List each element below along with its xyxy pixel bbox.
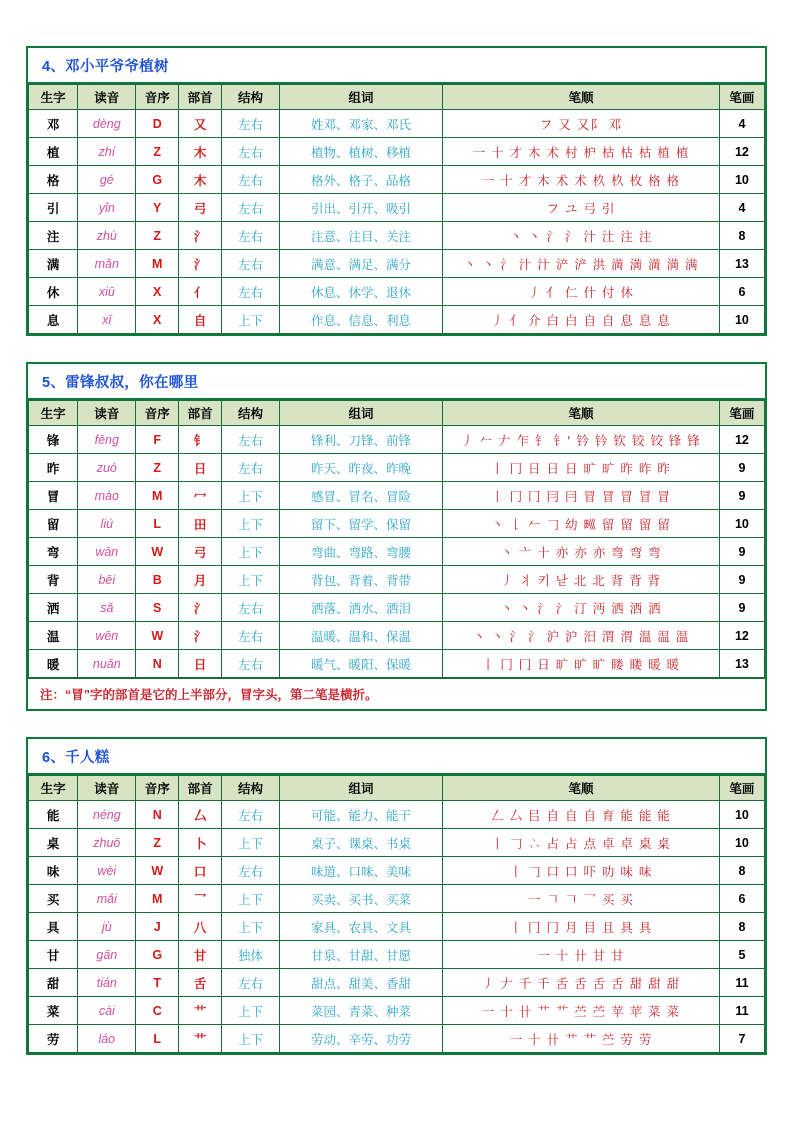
cell-bihua: 9 bbox=[719, 538, 764, 566]
cell-jiegou: 左右 bbox=[222, 622, 280, 650]
cell-zuci: 昨天、昨夜、昨晚 bbox=[280, 454, 443, 482]
col-header-jiegou: 结构 bbox=[222, 85, 280, 110]
cell-zuci: 背包、背着、背带 bbox=[280, 566, 443, 594]
cell-jiegou: 左右 bbox=[222, 969, 280, 997]
cell-yinxu: Z bbox=[136, 454, 179, 482]
cell-bushou: 弓 bbox=[179, 194, 222, 222]
cell-bushou: 八 bbox=[179, 913, 222, 941]
col-header-zi: 生字 bbox=[29, 85, 78, 110]
cell-pinyin: sǎ bbox=[78, 594, 136, 622]
col-header-jiegou: 结构 bbox=[222, 401, 280, 426]
table-row bbox=[29, 194, 765, 222]
cell-bishun: 丶 𠄌 𠂉 𠃌 幼 𤰝 留 留 留 留 bbox=[443, 510, 720, 538]
table-row bbox=[29, 969, 765, 997]
cell-bushou: 氵 bbox=[179, 250, 222, 278]
cell-pinyin: jù bbox=[78, 913, 136, 941]
cell-bishun: 丨 𠃌 口 口 吓 叻 味 味 bbox=[443, 857, 720, 885]
cell-bushou: 月 bbox=[179, 566, 222, 594]
cell-character: 背 bbox=[29, 566, 78, 594]
table-row bbox=[29, 566, 765, 594]
cell-bushou: 日 bbox=[179, 650, 222, 678]
col-header-bishun: 笔顺 bbox=[443, 776, 720, 801]
cell-yinxu: M bbox=[136, 250, 179, 278]
cell-bihua: 8 bbox=[719, 913, 764, 941]
cell-bihua: 9 bbox=[719, 454, 764, 482]
cell-zuci: 洒落、洒水、洒泪 bbox=[280, 594, 443, 622]
cell-jiegou: 上下 bbox=[222, 997, 280, 1025]
col-header-bihua: 笔画 bbox=[719, 776, 764, 801]
cell-zuci: 菜园、青菜、种菜 bbox=[280, 997, 443, 1025]
cell-jiegou: 上下 bbox=[222, 482, 280, 510]
cell-pinyin: zhí bbox=[78, 138, 136, 166]
cell-bushou: 日 bbox=[179, 454, 222, 482]
cell-character: 弯 bbox=[29, 538, 78, 566]
col-header-bushou: 部首 bbox=[179, 401, 222, 426]
table-row bbox=[29, 829, 765, 857]
cell-bishun: 丨 𠃌 𠁼 占 占 点 卓 卓 桌 桌 bbox=[443, 829, 720, 857]
col-header-zuci: 组词 bbox=[280, 401, 443, 426]
cell-pinyin: yǐn bbox=[78, 194, 136, 222]
cell-bihua: 8 bbox=[719, 222, 764, 250]
section-note: 注：“冒”字的部首是它的上半部分，冒字头，第二笔是横折。 bbox=[28, 678, 765, 709]
cell-bihua: 9 bbox=[719, 482, 764, 510]
cell-bihua: 10 bbox=[719, 829, 764, 857]
cell-bishun: 一 𠃍 𠃍 乛 买 买 bbox=[443, 885, 720, 913]
col-header-zuci: 组词 bbox=[280, 85, 443, 110]
cell-jiegou: 左右 bbox=[222, 454, 280, 482]
cell-jiegou: 左右 bbox=[222, 110, 280, 138]
cell-character: 劳 bbox=[29, 1025, 78, 1053]
cell-yinxu: N bbox=[136, 801, 179, 829]
table-row bbox=[29, 166, 765, 194]
cell-bushou: 自 bbox=[179, 306, 222, 334]
col-header-zuci: 组词 bbox=[280, 776, 443, 801]
cell-zuci: 桌子、课桌、书桌 bbox=[280, 829, 443, 857]
cell-bishun: 丨 冂 日 日 日 旷 旷 昨 昨 昨 bbox=[443, 454, 720, 482]
cell-character: 味 bbox=[29, 857, 78, 885]
col-header-bushou: 部首 bbox=[179, 776, 222, 801]
cell-character: 买 bbox=[29, 885, 78, 913]
cell-bihua: 10 bbox=[719, 306, 764, 334]
cell-pinyin: mǎi bbox=[78, 885, 136, 913]
cell-character: 菜 bbox=[29, 997, 78, 1025]
cell-jiegou: 左右 bbox=[222, 650, 280, 678]
col-header-bushou: 部首 bbox=[179, 85, 222, 110]
cell-zuci: 引出、引开、吸引 bbox=[280, 194, 443, 222]
cell-bihua: 10 bbox=[719, 801, 764, 829]
cell-pinyin: zhuō bbox=[78, 829, 136, 857]
cell-bishun: 丶 丶 氵 氵 汀 沔 洒 洒 洒 bbox=[443, 594, 720, 622]
cell-character: 留 bbox=[29, 510, 78, 538]
cell-zuci: 买卖、买书、买菜 bbox=[280, 885, 443, 913]
col-header-zi: 生字 bbox=[29, 776, 78, 801]
cell-yinxu: Z bbox=[136, 138, 179, 166]
cell-zuci: 作息、信息、利息 bbox=[280, 306, 443, 334]
cell-bihua: 13 bbox=[719, 650, 764, 678]
col-header-jiegou: 结构 bbox=[222, 776, 280, 801]
cell-bihua: 4 bbox=[719, 110, 764, 138]
table-row bbox=[29, 1025, 765, 1053]
cell-character: 温 bbox=[29, 622, 78, 650]
table-row bbox=[29, 650, 765, 678]
cell-bishun: フ 又 又阝 邓 bbox=[443, 110, 720, 138]
table-row bbox=[29, 885, 765, 913]
cell-bihua: 12 bbox=[719, 426, 764, 454]
cell-zuci: 家具、农具、文具 bbox=[280, 913, 443, 941]
cell-pinyin: zhù bbox=[78, 222, 136, 250]
cell-zuci: 锋利、刀锋、前锋 bbox=[280, 426, 443, 454]
cell-character: 邓 bbox=[29, 110, 78, 138]
cell-character: 具 bbox=[29, 913, 78, 941]
cell-yinxu: J bbox=[136, 913, 179, 941]
cell-yinxu: Y bbox=[136, 194, 179, 222]
cell-bishun: 丿 亻 仁 什 付 休 bbox=[443, 278, 720, 306]
cell-bihua: 11 bbox=[719, 969, 764, 997]
table-row bbox=[29, 454, 765, 482]
cell-bishun: 丶 丶 氵 氵 汁 汢 注 注 bbox=[443, 222, 720, 250]
cell-character: 能 bbox=[29, 801, 78, 829]
cell-pinyin: bēi bbox=[78, 566, 136, 594]
col-header-yinxu: 音序 bbox=[136, 776, 179, 801]
cell-bushou: 氵 bbox=[179, 594, 222, 622]
cell-jiegou: 上下 bbox=[222, 829, 280, 857]
col-header-pinyin: 读音 bbox=[78, 85, 136, 110]
cell-bushou: 木 bbox=[179, 138, 222, 166]
cell-jiegou: 左右 bbox=[222, 250, 280, 278]
cell-zuci: 留下、留学、保留 bbox=[280, 510, 443, 538]
cell-bishun: 丨 冂 冂 日 旷 旷 旷 䁖 䁖 暖 暖 bbox=[443, 650, 720, 678]
cell-zuci: 暖气、暖阳、保暖 bbox=[280, 650, 443, 678]
table-row bbox=[29, 222, 765, 250]
col-header-pinyin: 读音 bbox=[78, 401, 136, 426]
cell-pinyin: dèng bbox=[78, 110, 136, 138]
cell-bihua: 13 bbox=[719, 250, 764, 278]
cell-pinyin: wēn bbox=[78, 622, 136, 650]
cell-jiegou: 上下 bbox=[222, 885, 280, 913]
cell-pinyin: mǎn bbox=[78, 250, 136, 278]
cell-character: 冒 bbox=[29, 482, 78, 510]
col-header-yinxu: 音序 bbox=[136, 85, 179, 110]
cell-character: 甜 bbox=[29, 969, 78, 997]
cell-bishun: 一 十 卄 艹 艹 苎 苎 苹 苹 菜 菜 bbox=[443, 997, 720, 1025]
cell-zuci: 弯曲、弯路、弯腰 bbox=[280, 538, 443, 566]
table-row bbox=[29, 426, 765, 454]
cell-yinxu: M bbox=[136, 885, 179, 913]
col-header-pinyin: 读音 bbox=[78, 776, 136, 801]
section-lesson-6 bbox=[26, 737, 767, 1055]
cell-bishun: 丶 亠 十 亦 亦 亦 弯 弯 弯 bbox=[443, 538, 720, 566]
cell-pinyin: tián bbox=[78, 969, 136, 997]
cell-yinxu: C bbox=[136, 997, 179, 1025]
cell-yinxu: W bbox=[136, 538, 179, 566]
character-table bbox=[28, 84, 765, 334]
table-row bbox=[29, 510, 765, 538]
cell-bushou: 木 bbox=[179, 166, 222, 194]
cell-pinyin: zuó bbox=[78, 454, 136, 482]
cell-bushou: 氵 bbox=[179, 622, 222, 650]
cell-zuci: 温暖、温和、保温 bbox=[280, 622, 443, 650]
cell-bishun: 丶 丶 氵 汁 汁 浐 浐 洪 満 満 満 満 满 bbox=[443, 250, 720, 278]
cell-zuci: 可能、能力、能干 bbox=[280, 801, 443, 829]
cell-pinyin: néng bbox=[78, 801, 136, 829]
cell-character: 洒 bbox=[29, 594, 78, 622]
cell-zuci: 休息、休学、退休 bbox=[280, 278, 443, 306]
table-header-row bbox=[29, 85, 765, 110]
table-row bbox=[29, 138, 765, 166]
cell-yinxu: T bbox=[136, 969, 179, 997]
cell-bishun: 一 十 才 木 术 术 杦 杦 枚 格 格 bbox=[443, 166, 720, 194]
cell-jiegou: 左右 bbox=[222, 857, 280, 885]
cell-bishun: 丿 𠂉 𠂇 乍 钅 钅' 钤 钤 钦 铰 铰 锋 锋 bbox=[443, 426, 720, 454]
cell-pinyin: cài bbox=[78, 997, 136, 1025]
cell-bishun: 丿 丬 키 낟 北 北 背 背 背 bbox=[443, 566, 720, 594]
table-row bbox=[29, 594, 765, 622]
cell-zuci: 满意、满足、满分 bbox=[280, 250, 443, 278]
character-table bbox=[28, 775, 765, 1053]
cell-pinyin: láo bbox=[78, 1025, 136, 1053]
table-row bbox=[29, 801, 765, 829]
cell-zuci: 注意、注目、关注 bbox=[280, 222, 443, 250]
section-lesson-4 bbox=[26, 46, 767, 336]
cell-bishun: 丨 冂 冂 月 目 且 具 具 bbox=[443, 913, 720, 941]
section-title: 6、千人糕 bbox=[28, 739, 765, 775]
cell-pinyin: wān bbox=[78, 538, 136, 566]
table-row bbox=[29, 306, 765, 334]
cell-zuci: 甜点、甜美、香甜 bbox=[280, 969, 443, 997]
cell-zuci: 劳动、辛劳、功劳 bbox=[280, 1025, 443, 1053]
cell-yinxu: W bbox=[136, 857, 179, 885]
cell-bushou: 艹 bbox=[179, 1025, 222, 1053]
table-row bbox=[29, 250, 765, 278]
cell-bihua: 6 bbox=[719, 278, 764, 306]
col-header-bihua: 笔画 bbox=[719, 401, 764, 426]
cell-pinyin: gé bbox=[78, 166, 136, 194]
table-row bbox=[29, 997, 765, 1025]
cell-bihua: 10 bbox=[719, 510, 764, 538]
cell-bishun: 𠃋 厶 㠯 自 自 自 育 能 能 能 bbox=[443, 801, 720, 829]
table-row bbox=[29, 278, 765, 306]
cell-bushou: 舌 bbox=[179, 969, 222, 997]
col-header-bishun: 笔顺 bbox=[443, 85, 720, 110]
cell-zuci: 甘泉、甘甜、甘愿 bbox=[280, 941, 443, 969]
cell-bushou: 甘 bbox=[179, 941, 222, 969]
section-title: 4、邓小平爷爷植树 bbox=[28, 48, 765, 84]
cell-bishun: 一 十 卄 艹 艹 苎 劳 劳 bbox=[443, 1025, 720, 1053]
cell-yinxu: D bbox=[136, 110, 179, 138]
cell-character: 满 bbox=[29, 250, 78, 278]
character-table bbox=[28, 400, 765, 678]
cell-jiegou: 上下 bbox=[222, 1025, 280, 1053]
cell-bushou: 弓 bbox=[179, 538, 222, 566]
cell-character: 格 bbox=[29, 166, 78, 194]
table-header-row bbox=[29, 776, 765, 801]
cell-pinyin: mào bbox=[78, 482, 136, 510]
cell-pinyin: liú bbox=[78, 510, 136, 538]
cell-character: 休 bbox=[29, 278, 78, 306]
col-header-zi: 生字 bbox=[29, 401, 78, 426]
cell-jiegou: 左右 bbox=[222, 138, 280, 166]
cell-yinxu: Z bbox=[136, 222, 179, 250]
cell-pinyin: fēng bbox=[78, 426, 136, 454]
cell-jiegou: 上下 bbox=[222, 913, 280, 941]
cell-pinyin: xī bbox=[78, 306, 136, 334]
cell-bushou: 氵 bbox=[179, 222, 222, 250]
cell-yinxu: X bbox=[136, 306, 179, 334]
table-row bbox=[29, 913, 765, 941]
cell-bihua: 7 bbox=[719, 1025, 764, 1053]
cell-pinyin: wèi bbox=[78, 857, 136, 885]
table-row bbox=[29, 622, 765, 650]
section-lesson-5 bbox=[26, 362, 767, 711]
cell-yinxu: G bbox=[136, 166, 179, 194]
cell-jiegou: 左右 bbox=[222, 426, 280, 454]
cell-yinxu: N bbox=[136, 650, 179, 678]
cell-yinxu: X bbox=[136, 278, 179, 306]
cell-character: 引 bbox=[29, 194, 78, 222]
cell-bushou: 田 bbox=[179, 510, 222, 538]
cell-bishun: 丿 𠂇 千 千 舌 舌 舌 舌 甜 甜 甜 bbox=[443, 969, 720, 997]
cell-bishun: フ ユ 弓 引 bbox=[443, 194, 720, 222]
cell-character: 植 bbox=[29, 138, 78, 166]
table-row bbox=[29, 482, 765, 510]
cell-zuci: 感冒、冒名、冒险 bbox=[280, 482, 443, 510]
cell-pinyin: gān bbox=[78, 941, 136, 969]
cell-yinxu: L bbox=[136, 1025, 179, 1053]
cell-bushou: 冖 bbox=[179, 482, 222, 510]
cell-bihua: 12 bbox=[719, 138, 764, 166]
cell-character: 锋 bbox=[29, 426, 78, 454]
cell-jiegou: 上下 bbox=[222, 538, 280, 566]
cell-yinxu: G bbox=[136, 941, 179, 969]
cell-yinxu: M bbox=[136, 482, 179, 510]
cell-character: 暖 bbox=[29, 650, 78, 678]
cell-yinxu: L bbox=[136, 510, 179, 538]
cell-zuci: 姓邓、邓家、邓氏 bbox=[280, 110, 443, 138]
col-header-bihua: 笔画 bbox=[719, 85, 764, 110]
table-row bbox=[29, 941, 765, 969]
cell-character: 注 bbox=[29, 222, 78, 250]
cell-yinxu: Z bbox=[136, 829, 179, 857]
cell-bushou: 卜 bbox=[179, 829, 222, 857]
cell-bihua: 5 bbox=[719, 941, 764, 969]
cell-bushou: 又 bbox=[179, 110, 222, 138]
cell-yinxu: B bbox=[136, 566, 179, 594]
cell-bihua: 10 bbox=[719, 166, 764, 194]
cell-bihua: 4 bbox=[719, 194, 764, 222]
col-header-bishun: 笔顺 bbox=[443, 401, 720, 426]
cell-bushou: 钅 bbox=[179, 426, 222, 454]
cell-bushou: 乛 bbox=[179, 885, 222, 913]
cell-zuci: 植物、植树、移植 bbox=[280, 138, 443, 166]
cell-jiegou: 左右 bbox=[222, 194, 280, 222]
cell-bishun: 丨 冂 冂 冃 冃 冒 冒 冒 冒 冒 bbox=[443, 482, 720, 510]
cell-jiegou: 上下 bbox=[222, 566, 280, 594]
cell-jiegou: 上下 bbox=[222, 306, 280, 334]
cell-bushou: 艹 bbox=[179, 997, 222, 1025]
table-row bbox=[29, 538, 765, 566]
cell-jiegou: 左右 bbox=[222, 801, 280, 829]
cell-bishun: 一 十 才 木 术 村 枦 枯 枯 枯 植 植 bbox=[443, 138, 720, 166]
cell-character: 甘 bbox=[29, 941, 78, 969]
col-header-yinxu: 音序 bbox=[136, 401, 179, 426]
cell-character: 昨 bbox=[29, 454, 78, 482]
cell-bihua: 8 bbox=[719, 857, 764, 885]
cell-bishun: 丿 亻 介 白 白 自 自 息 息 息 bbox=[443, 306, 720, 334]
cell-pinyin: nuǎn bbox=[78, 650, 136, 678]
cell-jiegou: 左右 bbox=[222, 222, 280, 250]
cell-bihua: 11 bbox=[719, 997, 764, 1025]
cell-jiegou: 左右 bbox=[222, 594, 280, 622]
table-header-row bbox=[29, 401, 765, 426]
table-row bbox=[29, 110, 765, 138]
cell-jiegou: 独体 bbox=[222, 941, 280, 969]
cell-bushou: 口 bbox=[179, 857, 222, 885]
section-title: 5、雷锋叔叔，你在哪里 bbox=[28, 364, 765, 400]
cell-jiegou: 左右 bbox=[222, 166, 280, 194]
cell-bihua: 6 bbox=[719, 885, 764, 913]
cell-bihua: 12 bbox=[719, 622, 764, 650]
cell-character: 桌 bbox=[29, 829, 78, 857]
table-row bbox=[29, 857, 765, 885]
cell-bihua: 9 bbox=[719, 594, 764, 622]
cell-jiegou: 上下 bbox=[222, 510, 280, 538]
cell-bihua: 9 bbox=[719, 566, 764, 594]
cell-pinyin: xiū bbox=[78, 278, 136, 306]
cell-bishun: 丶 丶 氵 氵 沪 沪 汨 渭 渭 温 温 温 bbox=[443, 622, 720, 650]
cell-bushou: 亻 bbox=[179, 278, 222, 306]
cell-zuci: 味道、口味、美味 bbox=[280, 857, 443, 885]
cell-jiegou: 左右 bbox=[222, 278, 280, 306]
cell-yinxu: W bbox=[136, 622, 179, 650]
cell-yinxu: F bbox=[136, 426, 179, 454]
cell-bushou: 厶 bbox=[179, 801, 222, 829]
cell-character: 息 bbox=[29, 306, 78, 334]
cell-yinxu: S bbox=[136, 594, 179, 622]
cell-zuci: 格外、格子、品格 bbox=[280, 166, 443, 194]
cell-bishun: 一 十 卄 甘 甘 bbox=[443, 941, 720, 969]
